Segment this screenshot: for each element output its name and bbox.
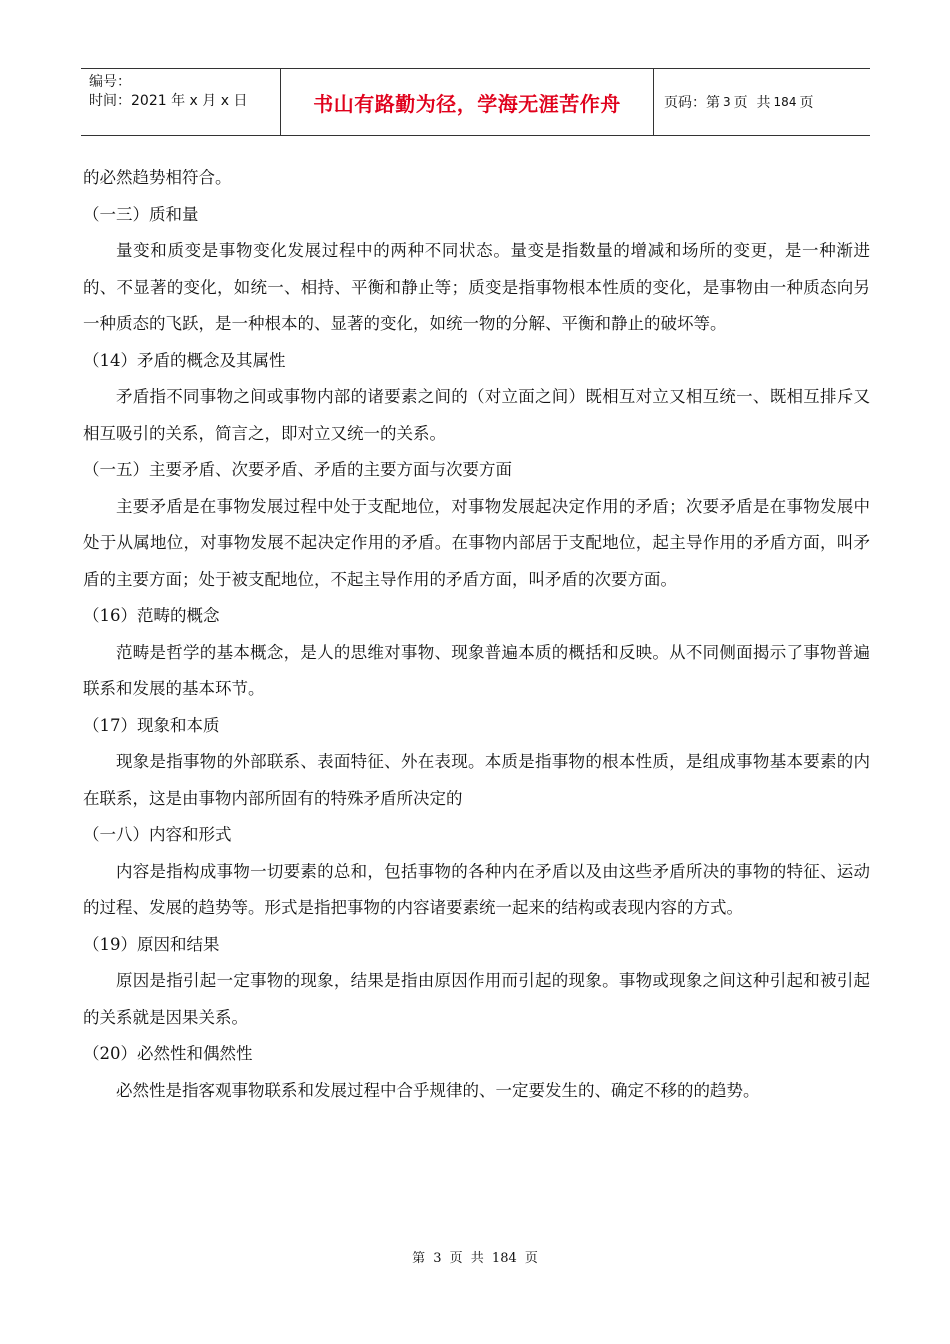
section-paragraph: 量变和质变是事物变化发展过程中的两种不同状态。量变是指数量的增减和场所的变更，是一种渐进的、不显著的变化，如统一、相持、平衡和静止等；质变是指事物根本性质的变化，是事物由一种质态向另一种质态的飞跃，是一种根本的、显著的变化，如统一物的分解、平衡和静止的破坏等。 — [83, 241, 870, 333]
document-body — [83, 160, 870, 1109]
header-motto: 书山有路勤为径，学海无涯苦作舟 — [281, 69, 654, 135]
header-page-info — [654, 69, 870, 135]
section-heading: （17）现象和本质 — [83, 715, 220, 735]
section-paragraph: 现象是指事物的外部联系、表面特征、外在表现。本质是指事物的根本性质，是组成事物基本要素的内在联系，这是由事物内部所固有的特殊矛盾所决定的 — [83, 752, 870, 808]
continuation-text: 的必然趋势相符合。 — [83, 168, 232, 187]
section-heading: （14）矛盾的概念及其属性 — [83, 350, 286, 370]
serial-label: 编号： — [89, 74, 131, 90]
section-heading: （一八）内容和形式 — [83, 825, 232, 844]
section-paragraph: 主要矛盾是在事物发展过程中处于支配地位，对事物发展起决定作用的矛盾；次要矛盾是在事物发展中处于从属地位，对事物发展不起决定作用的矛盾。在事物内部居于支配地位，起主导作用的矛盾方面，叫矛盾的主要方面；处于被支配地位，不起主导作用的矛盾方面，叫矛盾的次要方面。 — [83, 496, 870, 589]
section-heading: （20）必然性和偶然性 — [83, 1044, 253, 1063]
section-heading: （一五）主要矛盾、次要矛盾、矛盾的主要方面与次要方面 — [83, 460, 512, 479]
section-heading: （一三）质和量 — [83, 204, 199, 224]
section-heading: （16）范畴的概念 — [83, 606, 220, 625]
section-paragraph: 原因是指引起一定事物的现象，结果是指由原因作用而引起的现象。事物或现象之间这种引起和被引起的关系就是因果关系。 — [83, 971, 870, 1027]
page-footer: 第 3 页 共 184 页 — [412, 1251, 538, 1266]
section-paragraph: 必然性是指客观事物联系和发展过程中合乎规律的、一定要发生的、确定不移的的趋势。 — [116, 1080, 760, 1100]
page-header — [81, 68, 870, 136]
header-meta — [81, 69, 281, 135]
page-prefix: 页码：第 — [664, 95, 720, 111]
date-label: 时间：2021 年 x 月 x 日 — [89, 93, 248, 109]
page-suffix: 页 — [799, 95, 814, 111]
page-mid: 页 共 — [733, 95, 771, 111]
section-paragraph: 内容是指构成事物一切要素的总和，包括事物的各种内在矛盾以及由这些矛盾所决的事物的特征、运动的过程、发展的趋势等。形式是指把事物的内容诸要素统一起来的结构或表现内容的方式。 — [83, 861, 870, 917]
section-paragraph: 矛盾指不同事物之间或事物内部的诸要素之间的（对立面之间）既相互对立又相互统一、既相互排斥又相互吸引的关系，简言之，即对立又统一的关系。 — [83, 387, 870, 443]
section-paragraph: 范畴是哲学的基本概念，是人的思维对事物、现象普遍本质的概括和反映。从不同侧面揭示了事物普遍联系和发展的基本环节。 — [83, 642, 870, 698]
page-number: 3 — [723, 95, 731, 109]
section-heading: （19）原因和结果 — [83, 934, 220, 954]
page-total: 184 — [773, 95, 797, 109]
